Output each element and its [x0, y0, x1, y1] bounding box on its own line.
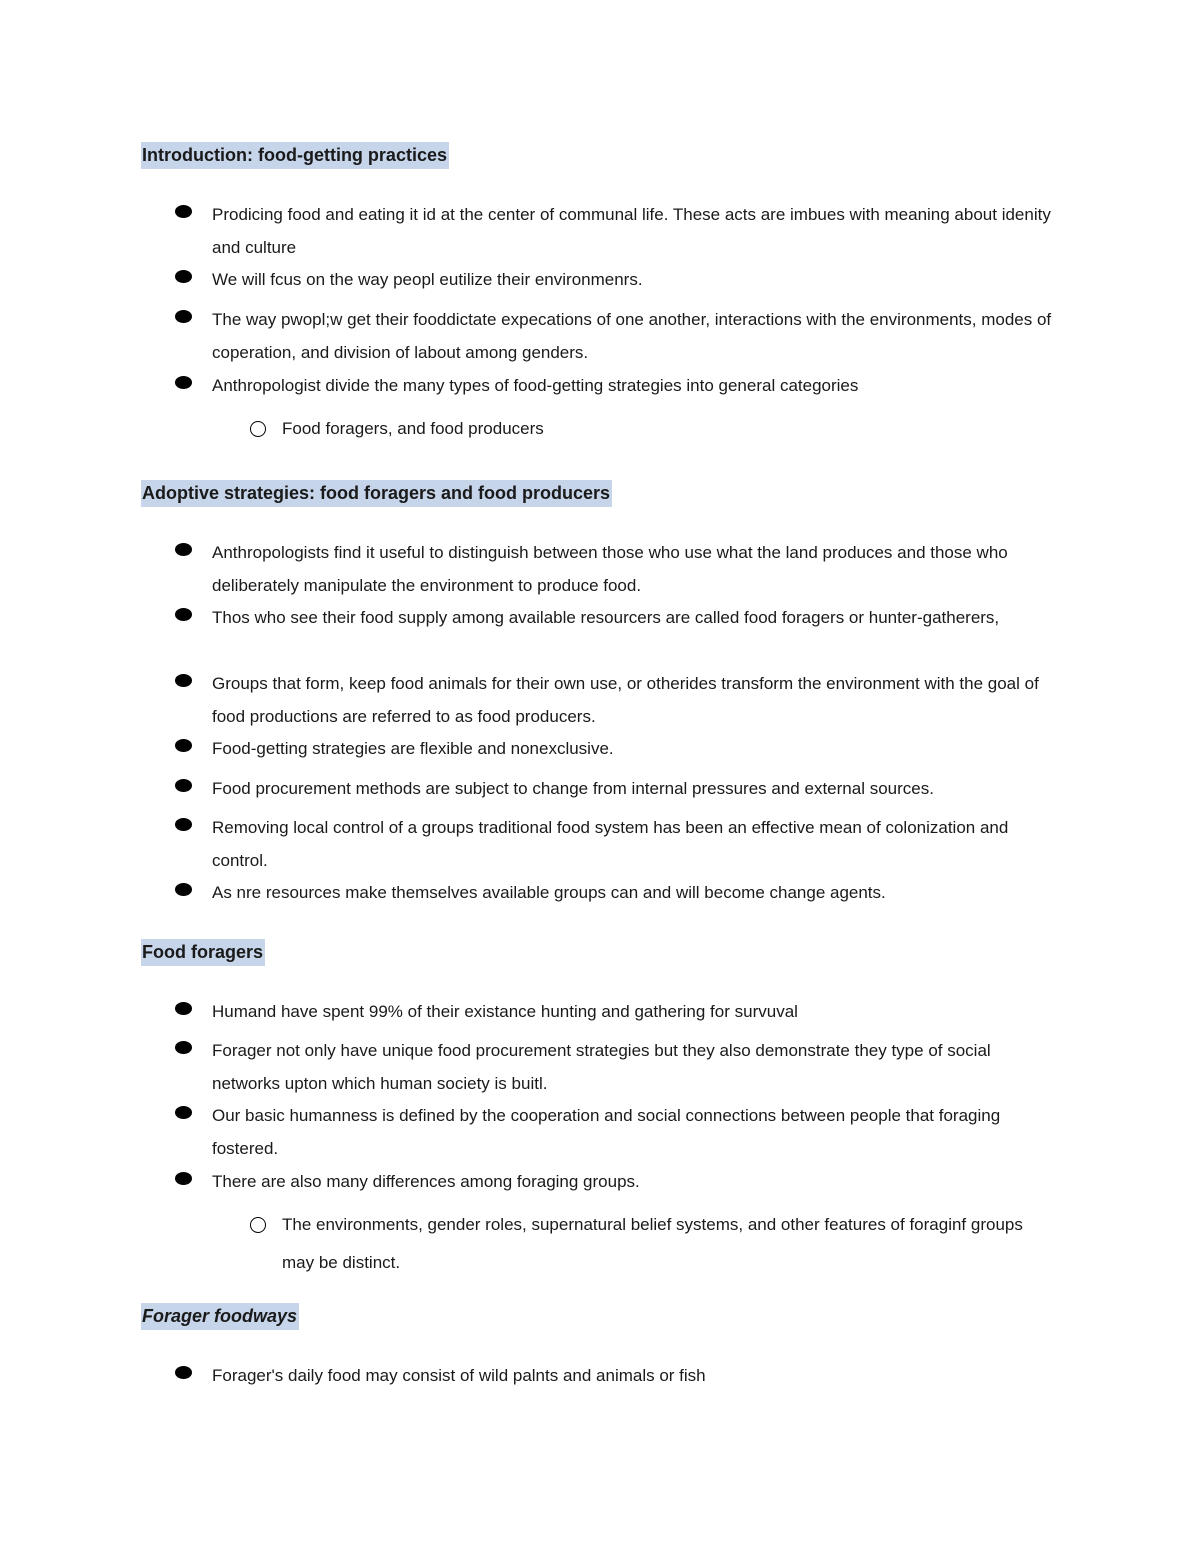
bullet-icon	[175, 205, 192, 218]
bullet-icon	[175, 543, 192, 556]
bullet-icon	[175, 739, 192, 752]
section-heading-food-foragers: Food foragers	[141, 939, 265, 966]
bullet-icon	[175, 1041, 192, 1054]
sub-list-item: Food foragers, and food producers	[282, 410, 1042, 448]
list-item: Humand have spent 99% of their existance hunting and gathering for survuval	[212, 995, 1062, 1028]
list-item: Anthropologists find it useful to distinguish between those who use what the land produces and those who deliberately manipulate the environment to produce food.	[212, 536, 1062, 602]
list-item: We will fcus on the way peopl eutilize their environmenrs.	[212, 263, 1062, 296]
list-item: Groups that form, keep food animals for their own use, or otherides transform the environment with the goal of food productions are referred to as food producers.	[212, 667, 1062, 733]
sub-list-item: The environments, gender roles, supernatural belief systems, and other features of foraginf groups may be distinct.	[282, 1206, 1042, 1282]
section-heading-adoptive-strategies: Adoptive strategies: food foragers and food producers	[141, 480, 612, 507]
section-heading-introduction: Introduction: food-getting practices	[141, 142, 449, 169]
list-item: Forager not only have unique food procurement strategies but they also demonstrate they type of social networks upton which human society is buitl.	[212, 1034, 1062, 1100]
list-item: Prodicing food and eating it id at the center of communal life. These acts are imbues with meaning about idenity and culture	[212, 198, 1062, 264]
bullet-icon	[175, 608, 192, 621]
list-item: There are also many differences among foraging groups.	[212, 1165, 1062, 1198]
bullet-icon	[175, 270, 192, 283]
bullet-icon	[175, 376, 192, 389]
bullet-icon	[175, 674, 192, 687]
list-item: Our basic humanness is defined by the cooperation and social connections between people that foraging fostered.	[212, 1099, 1062, 1165]
hollow-bullet-icon	[250, 1217, 266, 1233]
list-item: The way pwopl;w get their fooddictate expecations of one another, interactions with the environments, modes of coperation, and division of labout among genders.	[212, 303, 1062, 369]
bullet-icon	[175, 1172, 192, 1185]
section-heading-forager-foodways: Forager foodways	[141, 1303, 299, 1330]
list-item: Forager's daily food may consist of wild palnts and animals or fish	[212, 1359, 1062, 1392]
bullet-icon	[175, 1002, 192, 1015]
list-item: As nre resources make themselves available groups can and will become change agents.	[212, 876, 1062, 909]
bullet-icon	[175, 818, 192, 831]
list-item: Anthropologist divide the many types of food-getting strategies into general categories	[212, 369, 1062, 402]
bullet-icon	[175, 883, 192, 896]
hollow-bullet-icon	[250, 421, 266, 437]
bullet-icon	[175, 1366, 192, 1379]
bullet-icon	[175, 779, 192, 792]
list-item: Thos who see their food supply among available resourcers are called food foragers or hunter-gatherers,	[212, 601, 1062, 634]
list-item: Food-getting strategies are flexible and nonexclusive.	[212, 732, 1062, 765]
bullet-icon	[175, 1106, 192, 1119]
list-item: Removing local control of a groups traditional food system has been an effective mean of colonization and control.	[212, 811, 1062, 877]
bullet-icon	[175, 310, 192, 323]
list-item: Food procurement methods are subject to change from internal pressures and external sources.	[212, 772, 1062, 805]
